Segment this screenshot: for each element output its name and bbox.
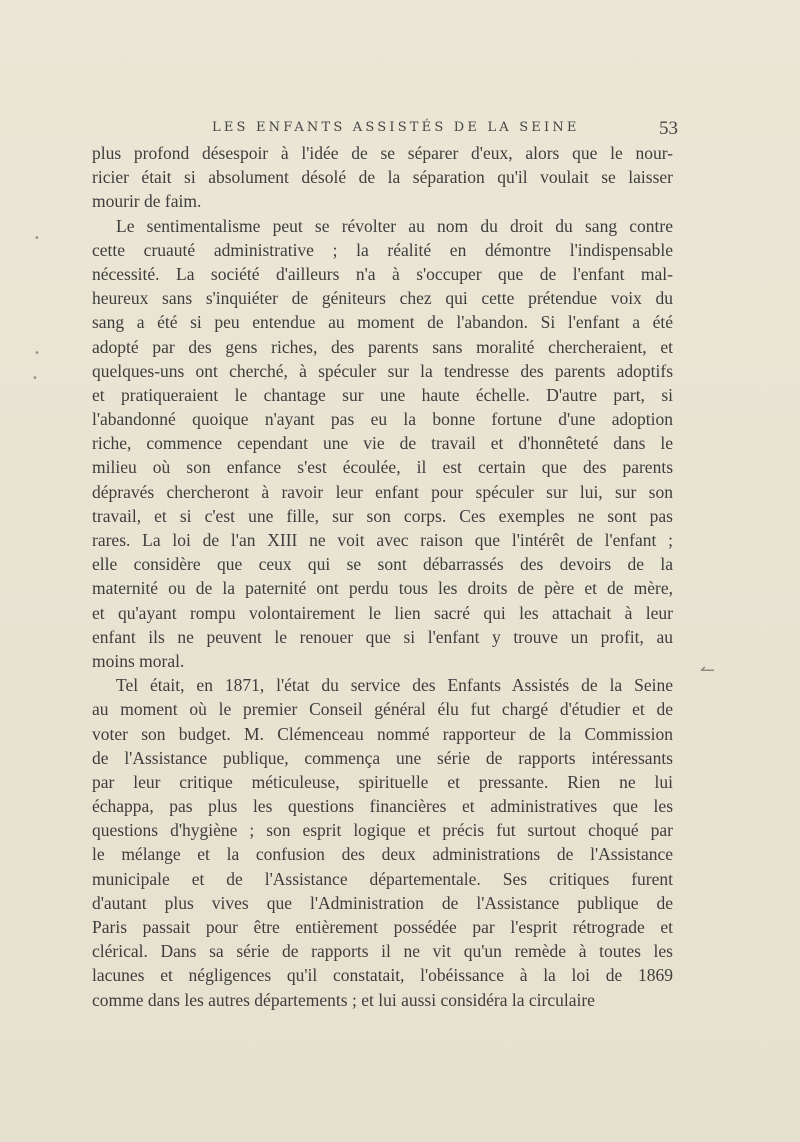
- text-line: Le sentimentalisme peut se révolter au nom du droit du sang contre: [116, 215, 673, 236]
- text-line: et qu'ayant rompu volontairement le lien sacré qui les attachait à leur: [92, 602, 673, 623]
- text-line: heureux sans s'inquiéter de géniteurs chez qui cette prétendue voix du: [92, 288, 673, 309]
- text-line: d'autant plus vives que l'Administration de l'Assistance publique de: [92, 892, 673, 913]
- text-line: le mélange et la confusion des deux administrations de l'Assistance: [92, 844, 673, 865]
- text-line: milieu où son enfance s'est écoulée, il est certain que des parents: [92, 457, 673, 478]
- text-line: dépravés chercheront à ravoir leur enfant pour spéculer sur lui, sur son: [92, 481, 673, 502]
- page-number: 53: [659, 118, 678, 139]
- text-line: ricier était si absolument désolé de la séparation qu'il voulait se laisser: [92, 167, 673, 188]
- text-line: comme dans les autres départements ; et lui aussi considéra la circulaire: [92, 989, 595, 1010]
- text-line: quelques-uns ont cherché, à spéculer sur la tendresse des parents adoptifs: [92, 360, 673, 381]
- text-line: l'abandonné quoique n'ayant pas eu la bonne fortune d'une adoption: [92, 409, 673, 430]
- text-line: Tel était, en 1871, l'état du service des Enfants Assistés de la Seine: [116, 675, 673, 696]
- text-line: voter son budget. M. Clémenceau nommé rapporteur de la Commission: [92, 723, 673, 744]
- text-line: clérical. Dans sa série de rapports il ne vit qu'un remède à toutes les: [92, 941, 673, 962]
- running-title: LES ENFANTS ASSISTÉS DE LA SEINE: [212, 120, 580, 135]
- body-text: [92, 141, 673, 1012]
- scan-speck: •: [34, 348, 40, 359]
- text-line: au moment où le premier Conseil général élu fut chargé d'étudier et de: [92, 699, 673, 720]
- text-line: questions d'hygiène ; son esprit logique et précis fut surtout choqué par: [92, 820, 673, 841]
- text-line: sang a été si peu entendue au moment de l'abandon. Si l'enfant a été: [92, 312, 673, 333]
- text-line: plus profond désespoir à l'idée de se séparer d'eux, alors que le nour-: [92, 143, 673, 163]
- scan-speck: •: [32, 373, 38, 384]
- text-line: et pratiqueraient le chantage sur une haute échelle. D'autre part, si: [92, 384, 673, 405]
- text-line: maternité ou de la paternité ont perdu tous les droits de père et de mère,: [92, 578, 673, 599]
- text-line: par leur critique méticuleuse, spirituelle et pressante. Rien ne lui: [92, 771, 673, 792]
- text-line: municipale et de l'Assistance départementale. Ses critiques furent: [92, 868, 673, 889]
- paragraph: [92, 214, 673, 674]
- text-line: enfant ils ne peuvent le renouer que si l'enfant y trouve un profit, au: [92, 626, 673, 647]
- text-line: de l'Assistance publique, commença une série de rapports intéressants: [92, 747, 673, 768]
- margin-pencil-mark: ↼: [700, 660, 716, 681]
- text-line: riche, commence cependant une vie de travail et d'honnêteté dans le: [92, 433, 673, 454]
- text-line: Paris passait pour être entièrement possédée par l'esprit rétrograde et: [92, 917, 673, 937]
- scan-speck: •: [34, 233, 40, 244]
- text-line: échappa, pas plus les questions financières et administratives que les: [92, 796, 673, 817]
- text-line: adopté par des gens riches, des parents sans moralité chercheraient, et: [92, 336, 673, 357]
- page-header: [100, 118, 680, 142]
- text-line: nécessité. La société d'ailleurs n'a à s'occuper que de l'enfant mal-: [92, 263, 673, 284]
- paragraph: [92, 673, 673, 1012]
- text-line: mourir de faim.: [92, 191, 202, 212]
- text-line: moins moral.: [92, 650, 185, 671]
- text-line: elle considère que ceux qui se sont débarrassés des devoirs de la: [92, 554, 673, 575]
- text-line: rares. La loi de l'an XIII ne voit avec raison que l'intérêt de l'enfant ;: [92, 530, 673, 550]
- text-line: cette cruauté administrative ; la réalité en démontre l'indispensable: [92, 239, 673, 260]
- text-line: lacunes et négligences qu'il constatait, l'obéissance à la loi de 1869: [92, 965, 673, 986]
- paragraph: [92, 141, 673, 214]
- text-line: travail, et si c'est une fille, sur son corps. Ces exemples ne sont pas: [92, 505, 673, 526]
